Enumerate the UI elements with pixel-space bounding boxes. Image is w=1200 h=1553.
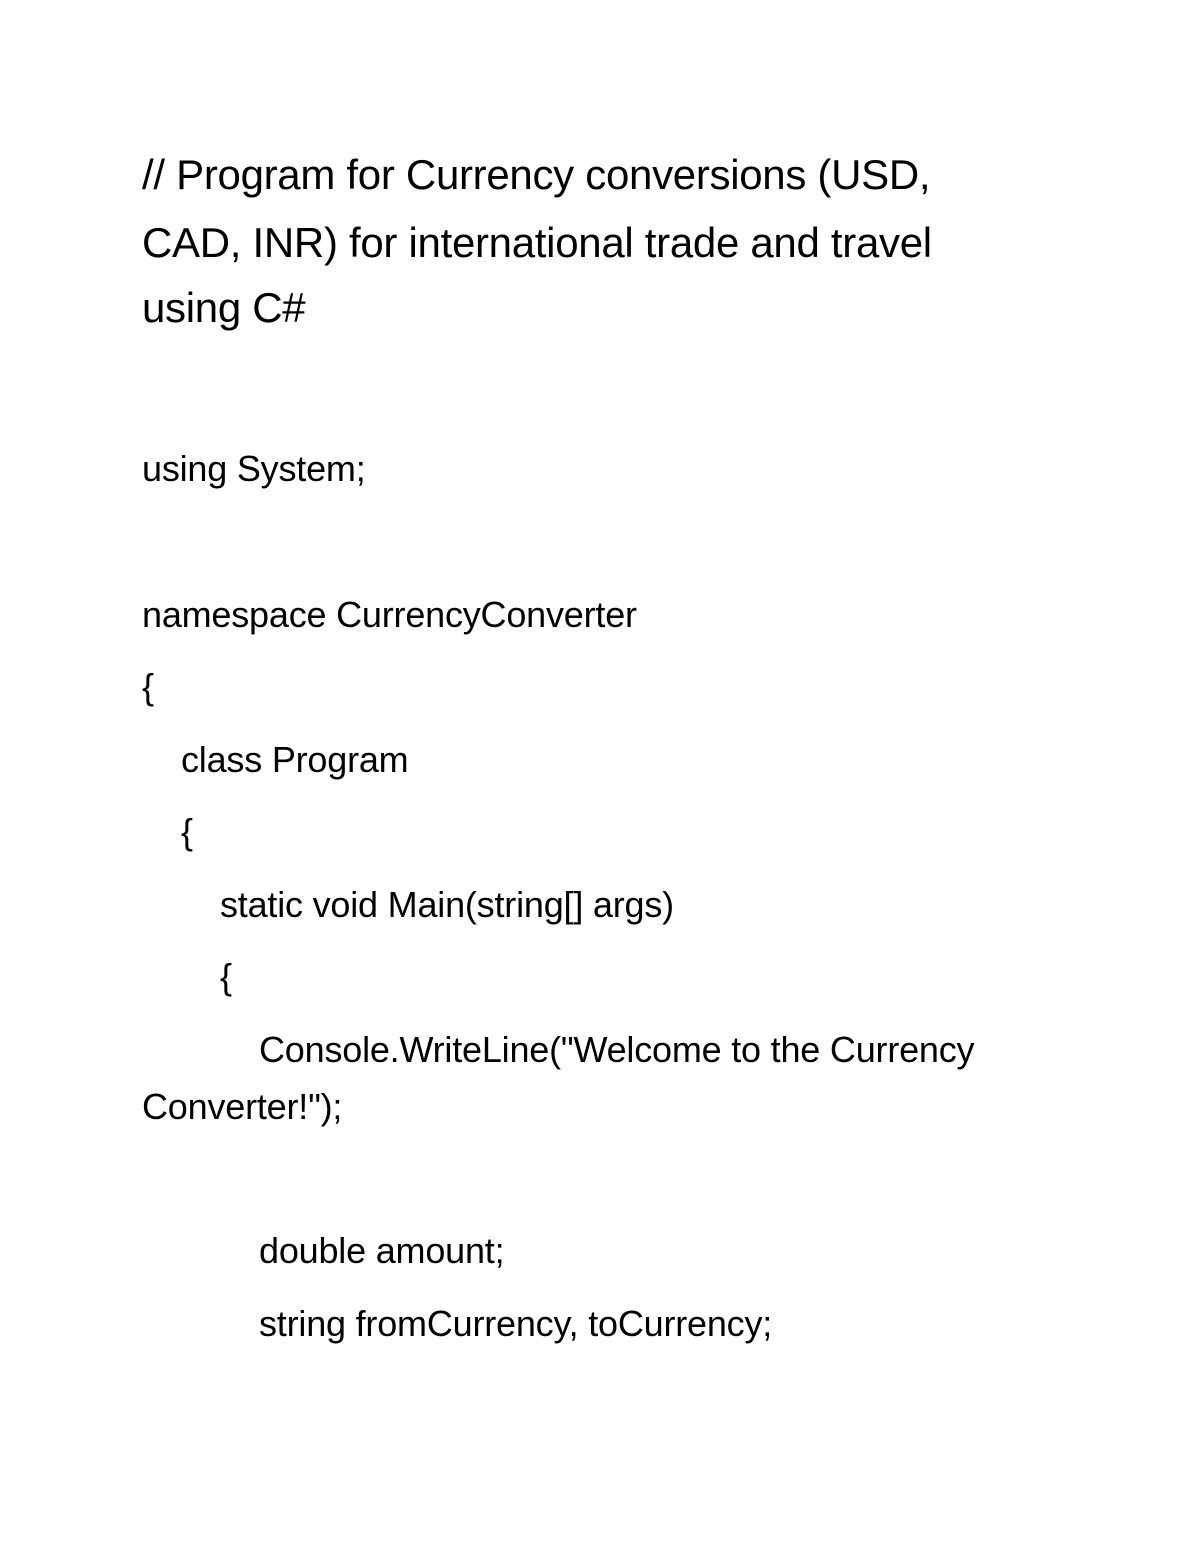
title-line-3: using C# (142, 284, 306, 331)
code-line-using-system: using System; (142, 448, 366, 489)
code-line-namespace: namespace CurrencyConverter (142, 594, 637, 635)
code-line-main-open-brace: { (220, 956, 232, 997)
title-line-2: CAD, INR) for international trade and travel (142, 219, 932, 266)
code-line-string-currencies: string fromCurrency, toCurrency; (259, 1303, 773, 1344)
code-line-console-writeline: Console.WriteLine("Welcome to the Currency (259, 1029, 975, 1070)
code-line-namespace-open-brace: { (142, 666, 154, 707)
code-line-double-amount: double amount; (259, 1230, 505, 1271)
code-line-console-writeline-wrap: Converter!"); (142, 1086, 343, 1127)
code-line-class-open-brace: { (181, 811, 193, 852)
code-line-main-method: static void Main(string[] args) (220, 884, 674, 925)
code-line-class-program: class Program (181, 739, 409, 780)
title-line-1: // Program for Currency conversions (USD, (142, 151, 931, 198)
